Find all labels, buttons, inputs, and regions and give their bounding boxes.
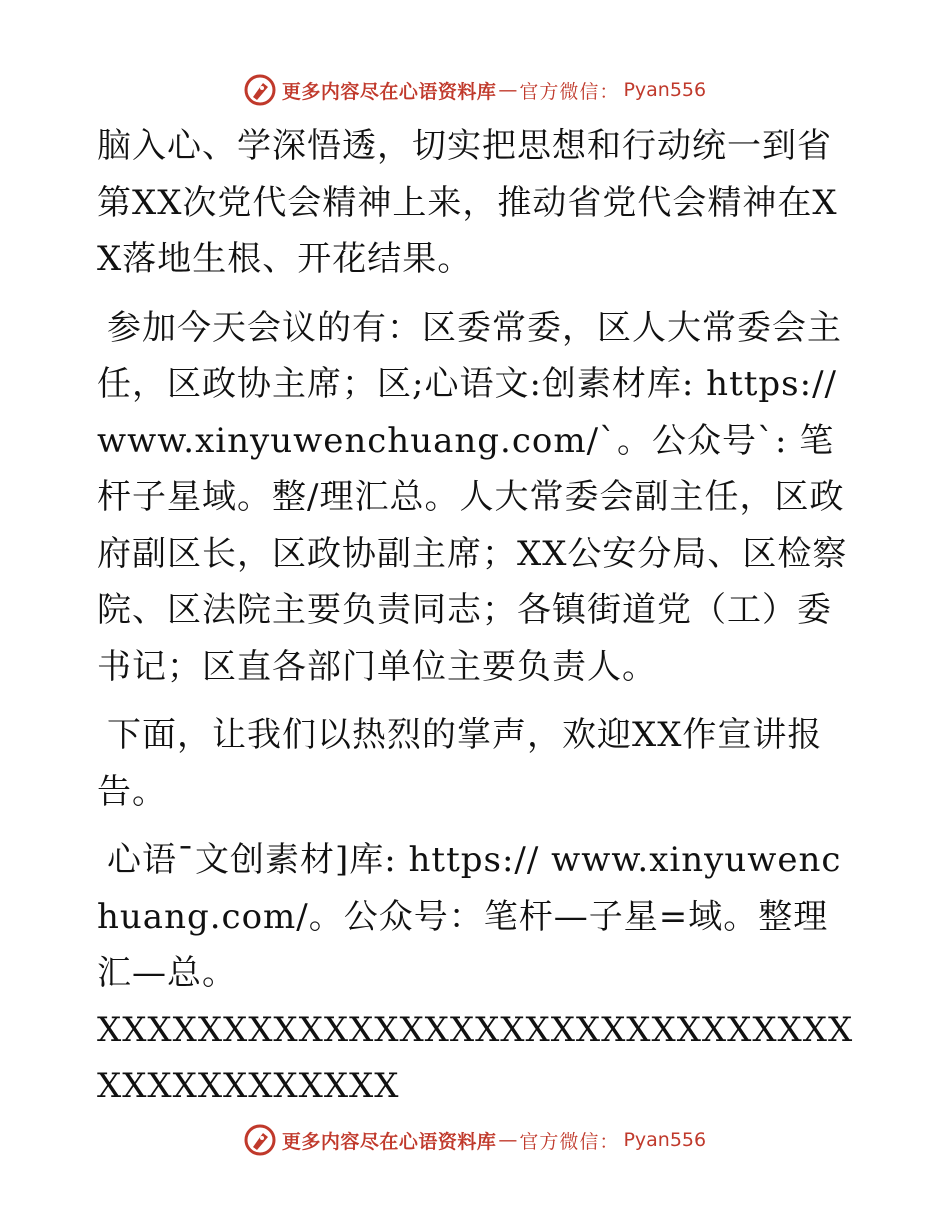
pen-nib-logo-icon [244, 74, 276, 106]
banner-brand: 更多内容尽在心语资料库 [281, 80, 497, 103]
banner-account: Pyan556 [623, 1129, 707, 1151]
document-body [97, 118, 857, 1127]
banner-wechat-label: 官方微信： [519, 1130, 620, 1153]
paragraph-4: 心语¯文创素材]库: https:// www.xinyuwenchuang.com/。公众号：笔杆—子星=域。整理汇—总。 [97, 840, 842, 993]
paragraph-5: XXXXXXXXXXXXXXXXXXXXXXXXXXXXXXXXXXXXXXXXXX [97, 1009, 854, 1106]
banner-brand: 更多内容尽在心语资料库 [281, 1130, 497, 1153]
footer-banner [0, 1120, 950, 1160]
paragraph-3: 下面，让我们以热烈的掌声，欢迎XX作宣讲报告。 [97, 715, 823, 812]
paragraph-1: 脑入心、学深悟透，切实把思想和行动统一到省第XX次党代会精神上来，推动省党代会精神在XX落地生根、开花结果。 [97, 126, 838, 279]
banner-separator: — [498, 1129, 518, 1151]
banner-separator: — [498, 79, 518, 101]
paragraph-2: 参加今天会议的有：区委常委，区人大常委会主任，区政协主席；区;心语文:创素材库: https://www.xinyuwenchuang.com/`。公众号`: 笔杆子星域。整/理汇总。人大常委会副主任，区政府副区长，区政协副主席；XX公安分局、区检察院、区法院主要负责同志；各镇街道党（工）委书记；区直各部门单位主要负责人。 [97, 307, 848, 687]
banner-account: Pyan556 [623, 79, 707, 101]
header-banner [0, 70, 950, 110]
pen-nib-logo-icon [244, 1124, 276, 1156]
banner-wechat-label: 官方微信： [519, 80, 620, 103]
